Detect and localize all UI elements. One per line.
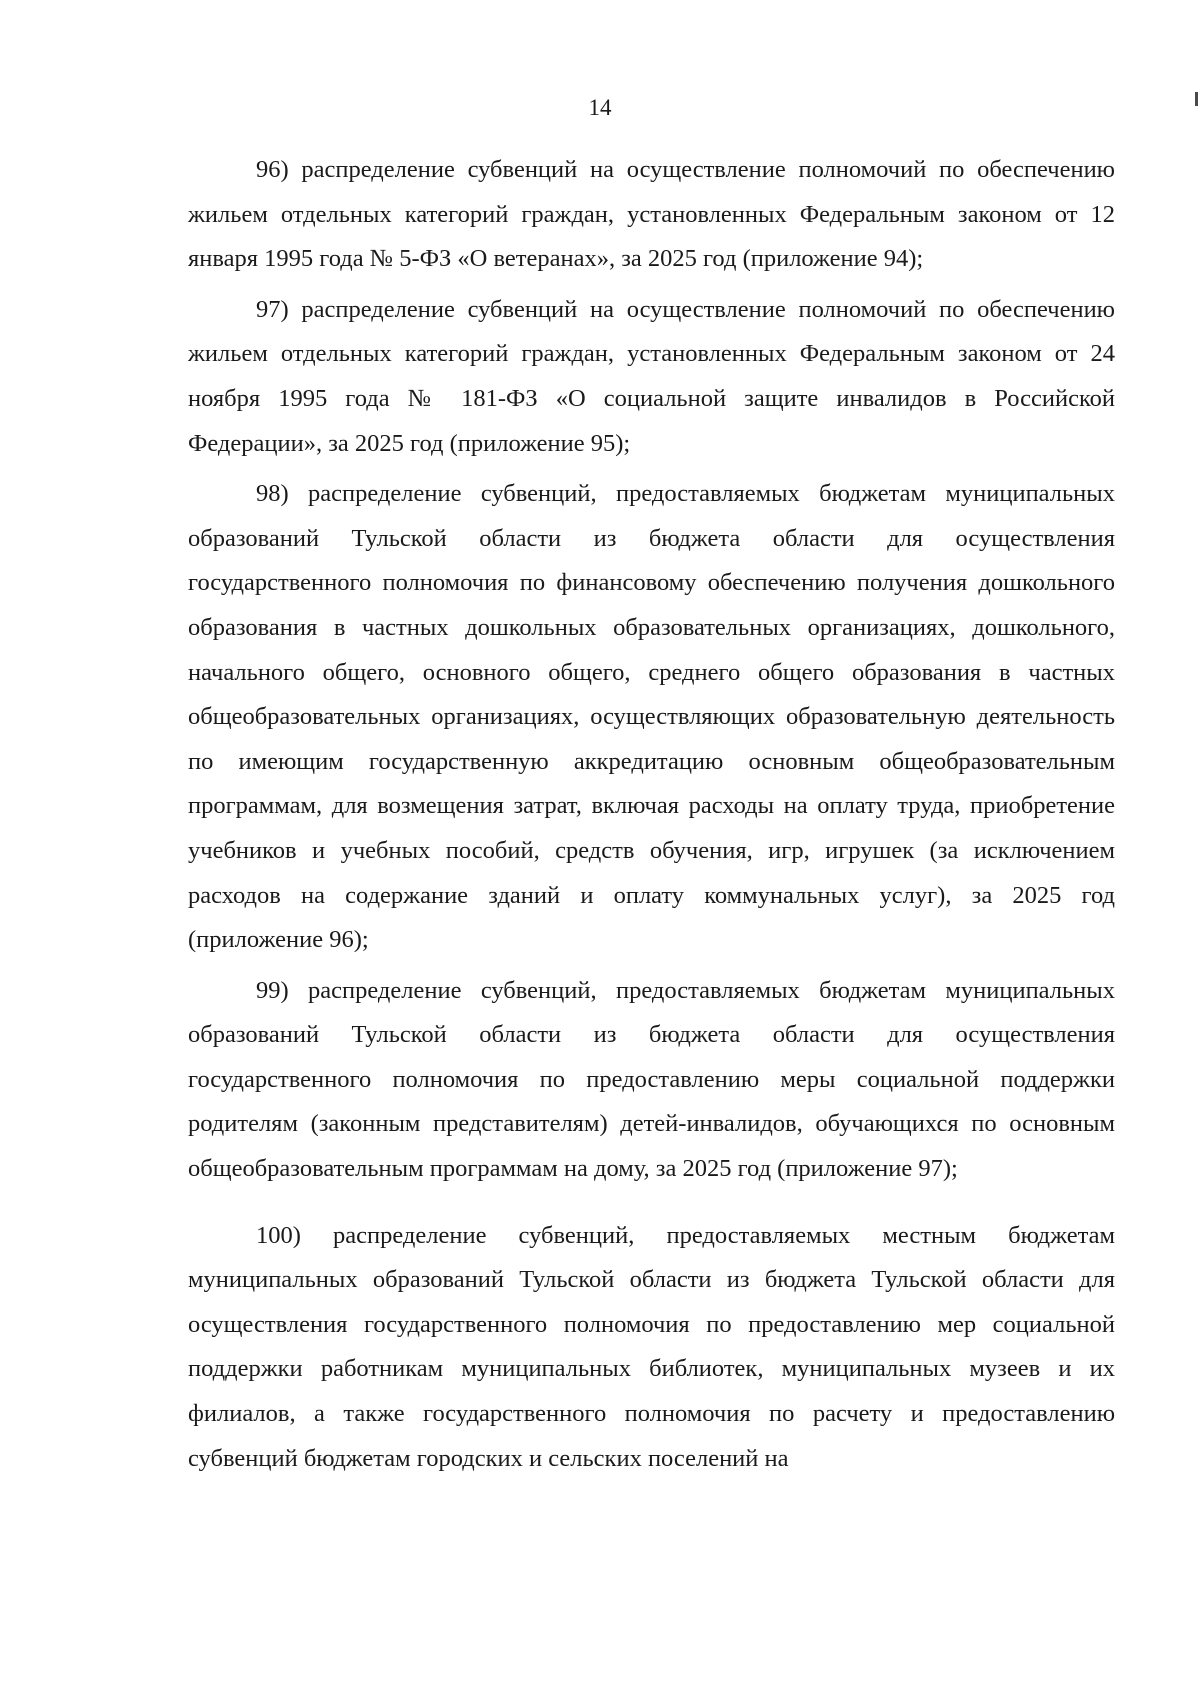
paragraph-item-100: 100) распределение субвенций, предоставляемых местным бюджетам муниципальных образований Тульской области из бюджета Тульской области для осуществления государственного полномочия по предоставлению мер социальной поддержки работникам муниципальных библиотек, муниципальных музеев и их филиалов, а также государственного полномочия по расчету и предоставлению субвенций бюджетам городских и сельских поселений на — [188, 1221, 1115, 1472]
paragraph-item-98: 98) распределение субвенций, предоставляемых бюджетам муниципальных образований Тульской области из бюджета области для осуществления государственного полномочия по финансовому обеспечению получения дошкольного образования в частных дошкольных образовательных организациях, дошкольного, начального общего, основного общего, среднего общего образования в частных общеобразовательных организациях, осуществляющих образовательную деятельность по имеющим государственную аккредитацию основным общеобразовательным программам, для возмещения затрат, включая расходы на оплату труда, приобретение учебников и учебных пособий, средств обучения, игр, игрушек (за исключением расходов на содержание зданий и оплату коммунальных услуг), за 2025 год (приложение 96); — [188, 480, 1115, 954]
paragraph-item-96: 96) распределение субвенций на осуществление полномочий по обеспечению жильем отдельных категорий граждан, установленных Федеральным законом от 12 января 1995 года № 5-ФЗ «О ветеранах», за 2025 год (приложение 94); — [188, 156, 1115, 273]
paragraph-item-97: 97) распределение субвенций на осуществление полномочий по обеспечению жильем отдельных категорий граждан, установленных Федеральным законом от 24 ноября 1995 года № 181-ФЗ «О социальной защите инвалидов в Российской Федерации», за 2025 год (приложение 95); — [188, 295, 1115, 457]
document-body — [188, 148, 1115, 1487]
page-number: 14 — [588, 95, 612, 120]
paragraph-item-99: 99) распределение субвенций, предоставляемых бюджетам муниципальных образований Тульской области из бюджета области для осуществления государственного полномочия по предоставлению меры социальной поддержки родителям (законным представителям) детей-инвалидов, обучающихся по основным общеобразовательным программам на дому, за 2025 год (приложение 97); — [188, 976, 1115, 1183]
